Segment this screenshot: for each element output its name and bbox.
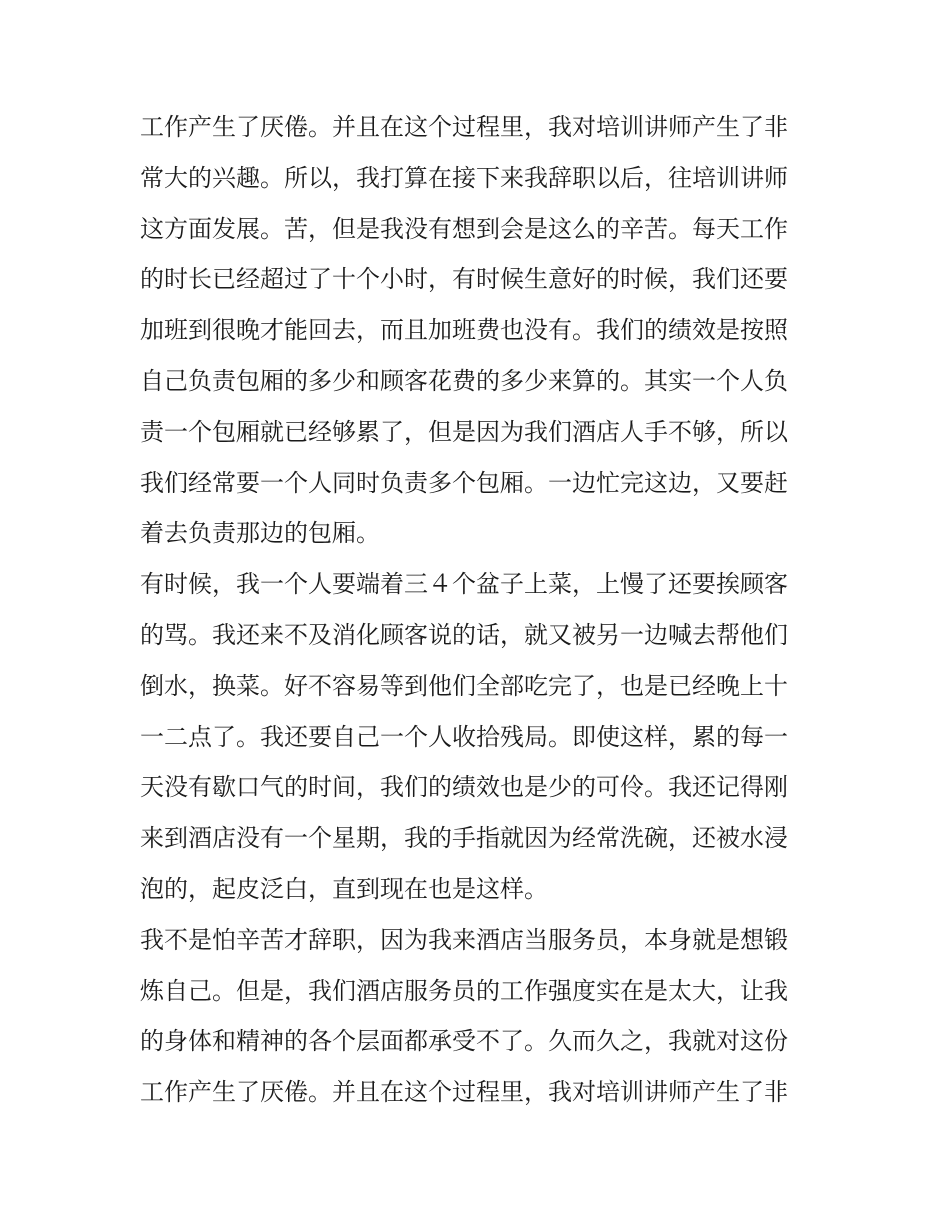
text-line: 的身体和精神的各个层面都承受不了。久而久之，我就对这份	[140, 1027, 788, 1056]
text-line: 一二点了。我还要自己一个人收拾残局。即使这样，累的每一	[140, 722, 788, 751]
text-line: 我们经常要一个人同时负责多个包厢。一边忙完这边，又要赶	[140, 468, 788, 497]
text-line: 自己负责包厢的多少和顾客花费的多少来算的。其实一个人负	[140, 366, 788, 395]
text-line: 常大的兴趣。所以，我打算在接下来我辞职以后，往培训讲师	[140, 163, 788, 192]
text-line: 这方面发展。苦，但是我没有想到会是这么的辛苦。每天工作	[140, 214, 788, 243]
text-line: 倒水，换菜。好不容易等到他们全部吃完了，也是已经晚上十	[140, 671, 788, 700]
text-line: 工作产生了厌倦。并且在这个过程里，我对培训讲师产生了非	[140, 1078, 788, 1107]
text-line: 天没有歇口气的时间，我们的绩效也是少的可伶。我还记得刚	[140, 773, 788, 802]
text-line: 的骂。我还来不及消化顾客说的话，就又被另一边喊去帮他们	[140, 620, 788, 649]
body-text	[140, 102, 820, 1118]
text-line: 泡的，起皮泛白，直到现在也是这样。	[140, 874, 548, 903]
text-line: 有时候，我一个人要端着三４个盆子上菜，上慢了还要挨顾客	[140, 570, 788, 599]
text-line: 来到酒店没有一个星期，我的手指就因为经常洗碗，还被水浸	[140, 824, 788, 853]
text-line: 工作产生了厌倦。并且在这个过程里，我对培训讲师产生了非	[140, 113, 788, 141]
text-line: 的时长已经超过了十个小时，有时候生意好的时候，我们还要	[140, 265, 788, 294]
text-line: 炼自己。但是，我们酒店服务员的工作强度实在是太大，让我	[140, 976, 788, 1005]
text-line: 加班到很晚才能回去，而且加班费也没有。我们的绩效是按照	[140, 316, 788, 345]
text-line: 我不是怕辛苦才辞职，因为我来酒店当服务员，本身就是想锻	[140, 925, 788, 954]
text-line: 责一个包厢就已经够累了，但是因为我们酒店人手不够，所以	[140, 417, 788, 446]
text-line: 着去负责那边的包厢。	[140, 519, 380, 548]
